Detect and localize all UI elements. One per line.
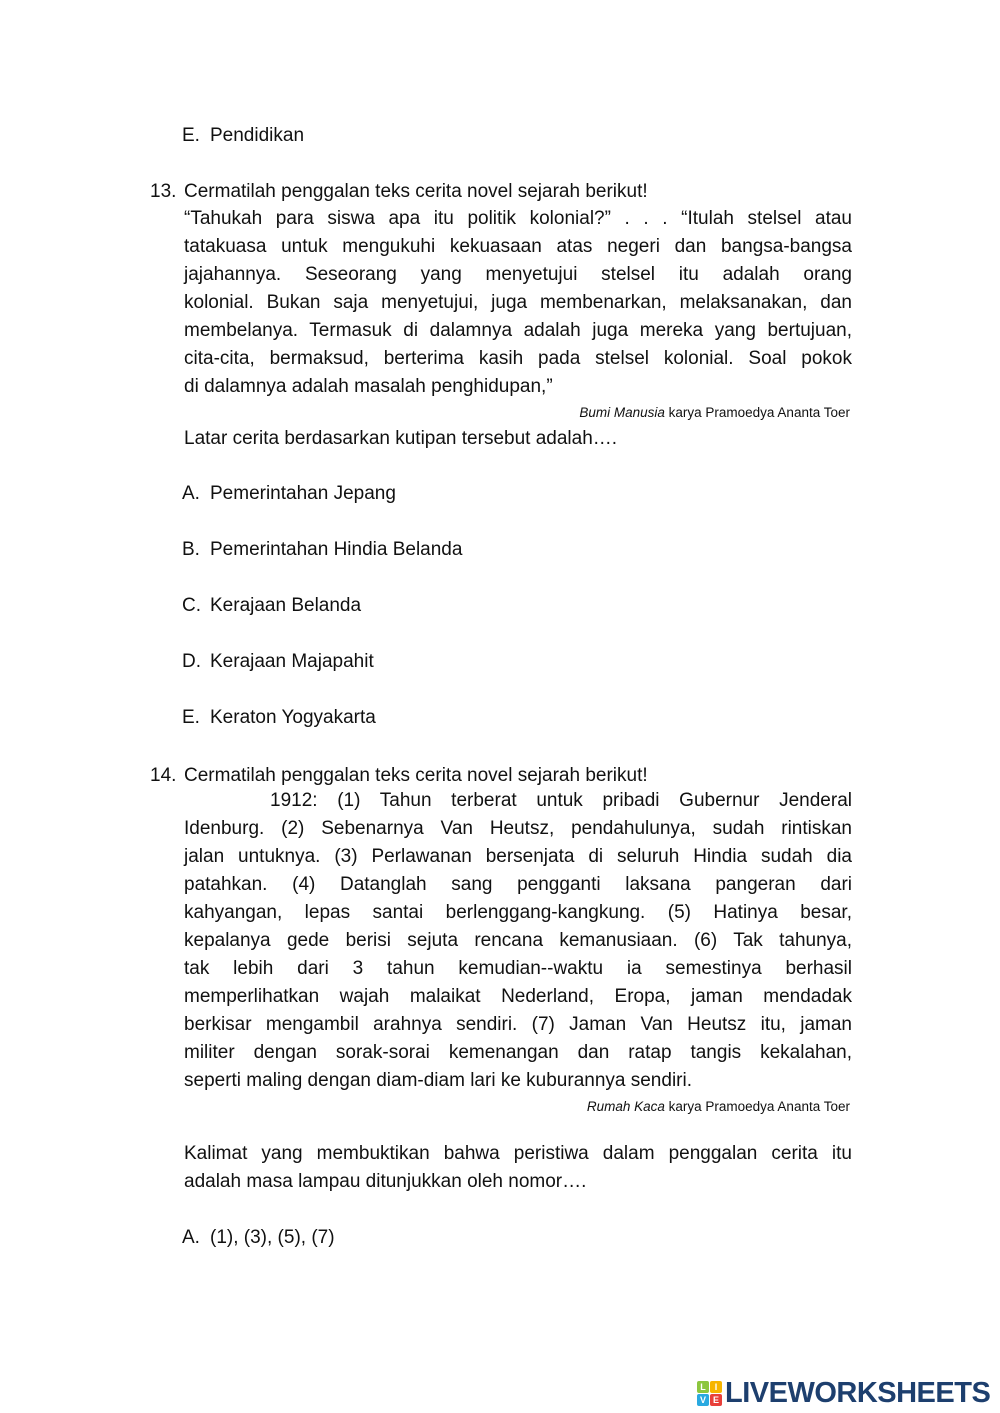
q14-heading <box>150 764 648 788</box>
option-letter: B. <box>182 539 200 560</box>
passage-line: 1912: (1) Tahun terberat untuk pribadi Gubernur Jenderal <box>270 790 852 811</box>
passage-line: berkisar mengambil arahnya sendiri. (7) Jaman Van Heutsz itu, jaman <box>184 1014 852 1035</box>
passage-line: jalan untuknya. (3) Perlawanan bersenjata di seluruh Hindia sudah dia <box>184 846 852 867</box>
option-text: Pendidikan <box>210 125 305 146</box>
q13-citation <box>579 404 850 422</box>
option-letter: E. <box>182 707 200 728</box>
citation-author: karya Pramoedya Ananta Toer <box>664 405 850 420</box>
passage-line: membelanya. Termasuk di dalamnya adalah juga mereka yang bertujuan, <box>184 320 852 341</box>
q14-option-a[interactable] <box>182 1226 335 1250</box>
q13-question: Latar cerita berdasarkan kutipan tersebut adalah…. <box>184 428 618 449</box>
passage-line: seperti maling dengan diam-diam lari ke kuburannya sendiri. <box>184 1070 692 1091</box>
q13-option-e[interactable] <box>182 706 376 730</box>
question-prompt: Cermatilah penggalan teks cerita novel sejarah berikut! <box>184 765 648 786</box>
q12-option-e[interactable] <box>182 124 304 148</box>
passage-line: tatakuasa untuk mengukuhi kekuasaan atas negeri dan bangsa-bangsa <box>184 236 852 257</box>
q13-option-b[interactable] <box>182 538 462 562</box>
passage-line: tak lebih dari 3 tahun kemudian--waktu ia semestinya berhasil <box>184 958 852 979</box>
q14-question-line: Kalimat yang membuktikan bahwa peristiwa dalam penggalan cerita itu <box>184 1143 852 1164</box>
option-text: Pemerintahan Hindia Belanda <box>210 539 463 560</box>
q13-option-d[interactable] <box>182 650 374 674</box>
passage-line: Idenburg. (2) Sebenarnya Van Heutsz, pendahulunya, sudah rintiskan <box>184 818 852 839</box>
passage-line: di dalamnya adalah masalah penghidupan,” <box>184 376 553 397</box>
option-letter: A. <box>182 1227 200 1248</box>
passage-line: “Tahukah para siswa apa itu politik kolonial?” . . . “Itulah stelsel atau <box>184 208 852 229</box>
citation-author: karya Pramoedya Ananta Toer <box>664 1099 850 1114</box>
option-text: Kerajaan Majapahit <box>210 651 374 672</box>
passage-line: kolonial. Bukan saja menyetujui, juga membenarkan, melaksanakan, dan <box>184 292 852 313</box>
passage-line: patahkan. (4) Datanglah sang pengganti laksana pangeran dari <box>184 874 852 895</box>
question-number: 13. <box>150 181 177 202</box>
liveworksheets-logo <box>697 1377 990 1410</box>
option-text: (1), (3), (5), (7) <box>210 1227 335 1248</box>
q14-citation <box>587 1098 850 1116</box>
option-text: Kerajaan Belanda <box>210 595 362 616</box>
q13-heading <box>150 180 648 204</box>
question-prompt: Cermatilah penggalan teks cerita novel sejarah berikut! <box>184 181 648 202</box>
option-letter: E. <box>182 125 200 146</box>
q13-option-a[interactable] <box>182 482 396 506</box>
passage-line: cita-cita, bermaksud, berterima kasih pada stelsel kolonial. Soal pokok <box>184 348 852 369</box>
passage-line: kahyangan, lepas santai berlenggang-kangkung. (5) Hatinya besar, <box>184 902 852 923</box>
passage-line: militer dengan sorak-sorai kemenangan dan ratap tangis kekalahan, <box>184 1042 852 1063</box>
logo-text: LIVEWORKSHEETS <box>725 1377 991 1409</box>
option-letter: C. <box>182 595 201 616</box>
passage-line: jajahannya. Seseorang yang menyetujui stelsel itu adalah orang <box>184 264 852 285</box>
option-text: Keraton Yogyakarta <box>210 707 376 728</box>
option-letter: D. <box>182 651 201 672</box>
passage-line: memperlihatkan wajah malaikat Nederland, Eropa, jaman mendadak <box>184 986 852 1007</box>
q14-question-line: adalah masa lampau ditunjukkan oleh nomor…. <box>184 1171 587 1192</box>
citation-title: Bumi Manusia <box>579 405 665 420</box>
option-letter: A. <box>182 483 200 504</box>
logo-cubes-icon: L I V E <box>697 1381 722 1406</box>
q13-option-c[interactable] <box>182 594 361 618</box>
option-text: Pemerintahan Jepang <box>210 483 396 504</box>
passage-line: kepalanya gede berisi sejuta rencana kemanusiaan. (6) Tak tahunya, <box>184 930 852 951</box>
citation-title: Rumah Kaca <box>586 1099 665 1114</box>
question-number: 14. <box>150 765 177 786</box>
